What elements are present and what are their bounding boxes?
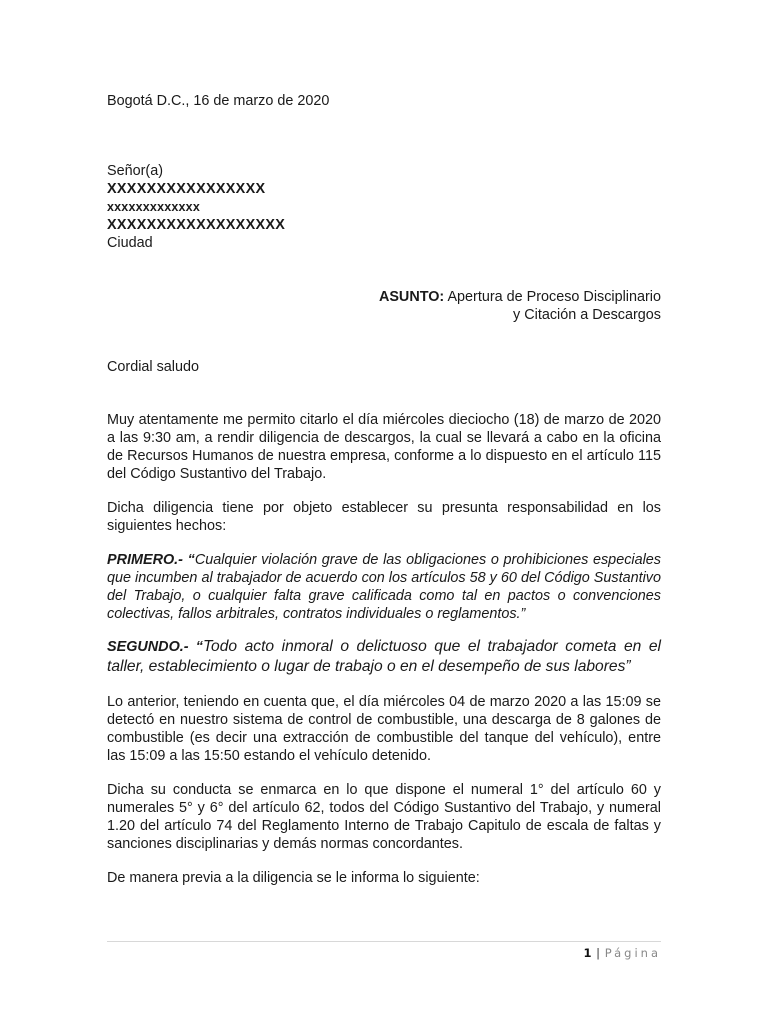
footer-divider (107, 941, 661, 942)
paragraph-primero (107, 551, 661, 623)
document-body (107, 92, 661, 887)
page-footer (584, 944, 662, 962)
greeting: Cordial saludo (107, 359, 199, 375)
paragraph-citation-c: , conforme a lo dispuesto en el artículo 115 del Código Sustantivo del Trabajo. (107, 448, 661, 482)
addressee-city: Ciudad (107, 235, 153, 251)
paragraph-segundo (107, 637, 661, 677)
addressee-name: XXXXXXXXXXXXXXXX (107, 181, 266, 197)
addressee-salutation: Señor(a) (107, 163, 163, 179)
paragraph-legal-basis: Dicha su conducta se enmarca en lo que dispone el numeral 1° del artículo 60 y numerales 5° y 6° del artículo 62, todos del Código Sustantivo del Trabajo, y numeral 1.20 del artículo 74 del Reglamento Interno de Trabajo Capitulo de escala de faltas y sanciones disciplinarias y demás normas concordantes. (107, 782, 661, 852)
date-line: Bogotá D.C., 16 de marzo de 2020 (107, 93, 330, 109)
addressee-id: xxxxxxxxxxxxx (107, 200, 200, 214)
subject-line-1: Apertura de Proceso Disciplinario (444, 289, 661, 305)
footer-separator: | (592, 946, 605, 960)
paragraph-prior-notice: De manera previa a la diligencia se le informa lo siguiente: (107, 870, 480, 886)
subject-line-2: y Citación a Descargos (513, 307, 661, 323)
subject-label: ASUNTO: (378, 289, 445, 305)
paragraph-objective: Dicha diligencia tiene por objeto establecer su presunta responsabilidad en los siguientes hechos: (107, 500, 661, 534)
page-number: 1 (583, 946, 593, 960)
page-word: Página (604, 946, 661, 960)
paragraph-citation (107, 411, 661, 483)
segundo-text: Todo acto inmoral o delictuoso que el trabajador cometa en el taller, establecimiento o lugar de trabajo o en el desempeño de sus labores” (107, 638, 662, 675)
subject-block (107, 288, 661, 324)
paragraph-facts: Lo anterior, teniendo en cuenta que, el día miércoles 04 de marzo 2020 a las 15:09 se detectó en nuestro sistema de control de combustible, una descarga de 8 galones de combustible (es decir una extracción de combustible del tanque del vehículo), entre las 15:09 a las 15:50 estando el vehículo detenido. (107, 694, 661, 764)
primero-label: PRIMERO.- “ (107, 552, 195, 568)
paragraph-citation-a: Muy atentamente me permito citarlo el día miércoles dieciocho (18) de marzo de 2020 a las 9:30 am (107, 412, 661, 446)
addressee-address: XXXXXXXXXXXXXXXXXX (107, 217, 286, 233)
segundo-label: SEGUNDO.- “ (107, 639, 203, 655)
addressee-block (107, 162, 661, 252)
paragraph-citation-b: , a rendir diligencia de descargos, la cual se llevará a cabo en la oficina de Recursos Humanos de nuestra empresa (107, 430, 661, 464)
primero-text: Cualquier violación grave de las obligaciones o prohibiciones especiales que incumben al trabajador de acuerdo con los artículos 58 y 60 del Código Sustantivo del Trabajo, o cualquier falta grave calificada como tal en pactos o convenciones colectivas, fallos arbitrales, contratos individuales o reglamentos.” (107, 552, 661, 622)
